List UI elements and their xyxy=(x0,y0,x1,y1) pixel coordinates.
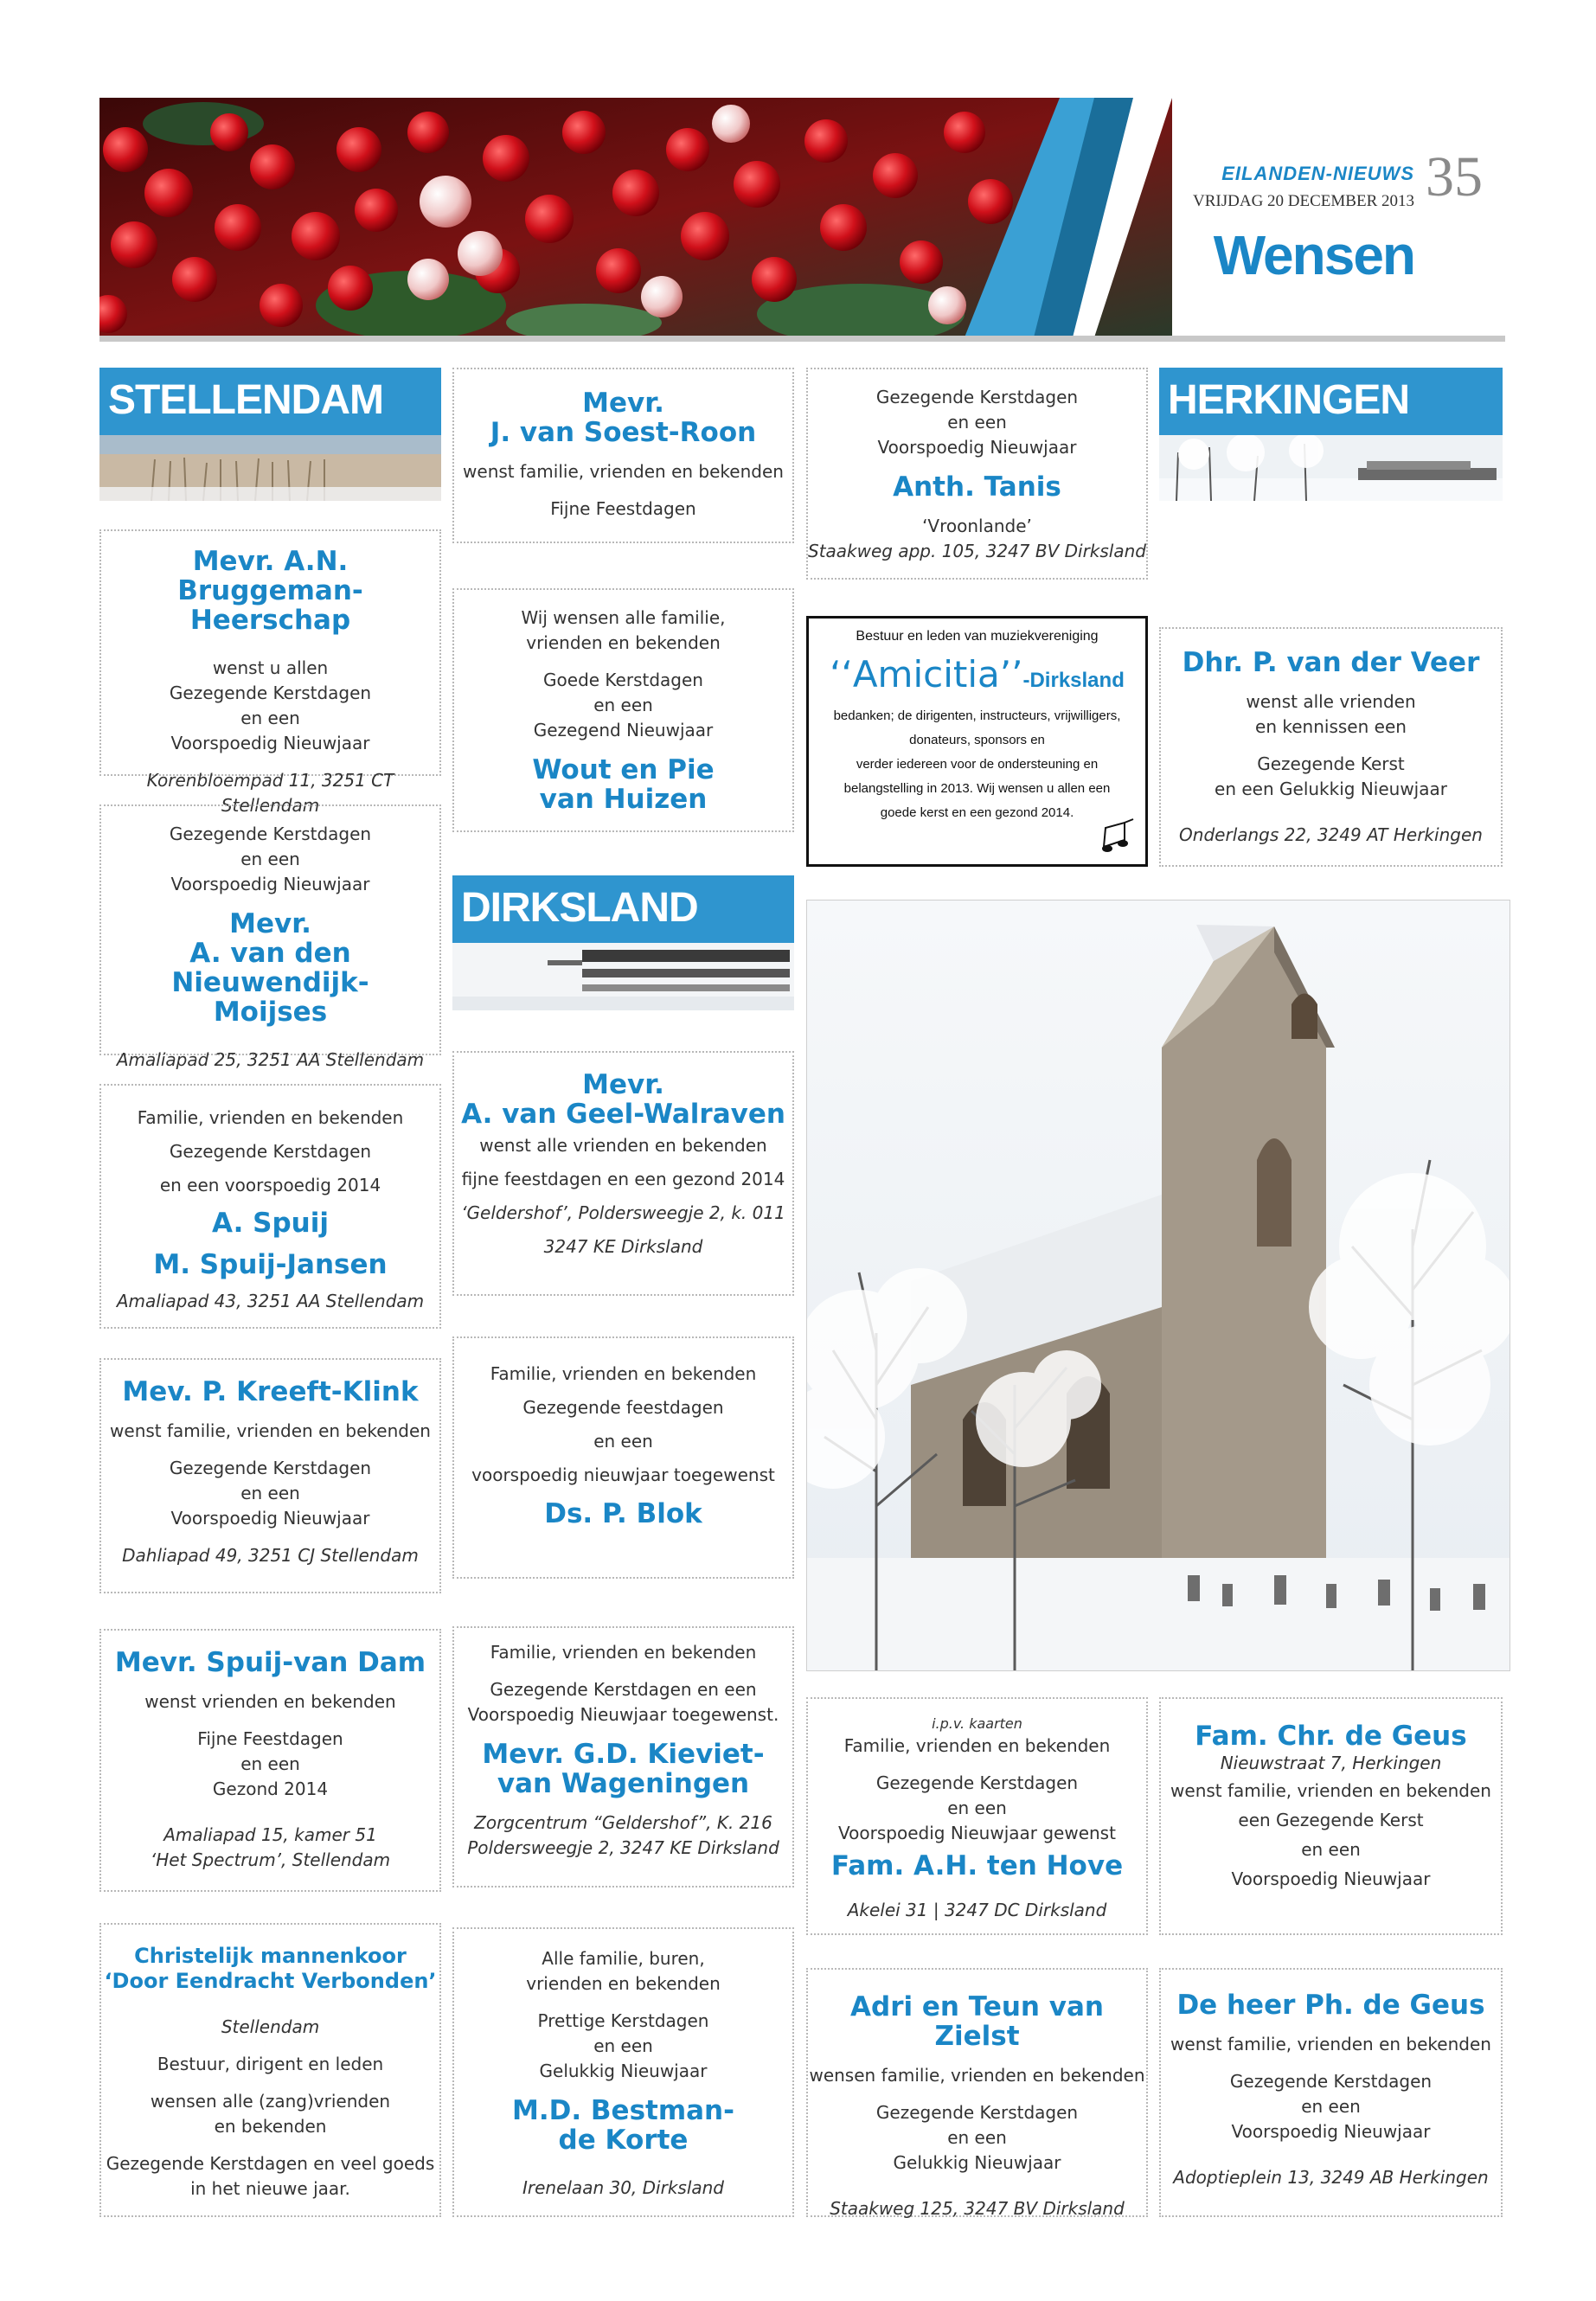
ad-note: i.p.v. kaarten xyxy=(932,1715,1022,1732)
ad-line: Alle familie, buren, xyxy=(542,1948,705,1969)
ad-name: Fam. Chr. de Geus xyxy=(1195,1721,1467,1752)
ad-line: en een voorspoedig 2014 xyxy=(159,1175,381,1195)
ad-line: Voorspoedig Nieuwjaar toegewenst. xyxy=(467,1704,779,1725)
herkingen-photo xyxy=(1159,435,1503,501)
ad-line: Fijne Feestdagen xyxy=(550,498,696,519)
ad-line: Stellendam xyxy=(221,2016,320,2037)
ad-line: Gezegend Nieuwjaar xyxy=(533,720,714,740)
ad-van-der-veer xyxy=(1159,627,1503,867)
ad-line: en een xyxy=(593,695,653,715)
ad-van-zielst xyxy=(806,1968,1148,2217)
berries-photo xyxy=(99,98,1172,337)
ad-name: Mevr. xyxy=(229,908,311,939)
ad-line: Gezegende Kerstdagen xyxy=(875,2102,1079,2123)
ad-line: een Gezegende Kerst xyxy=(1238,1810,1424,1830)
church-photo xyxy=(806,900,1510,1671)
ad-name: Adri en Teun van Zielst xyxy=(850,1991,1104,2052)
ad-line: Gezegende Kerstdagen xyxy=(1229,2071,1433,2092)
ad-name: Mev. P. Kreeft-Klink xyxy=(122,1376,419,1407)
ad-line: donateurs, sponsors en xyxy=(909,733,1045,747)
ad-line: Familie, vrienden en bekenden xyxy=(137,1107,404,1128)
ad-van-huizen xyxy=(452,588,794,832)
ad-blok xyxy=(452,1336,794,1579)
ad-line: Familie, vrienden en bekenden xyxy=(843,1735,1111,1756)
ad-address: Dahliapad 49, 3251 CJ Stellendam xyxy=(122,1545,419,1566)
ad-line: en bekenden xyxy=(214,2116,327,2137)
ad-line: fijne feestdagen en een gezond 2014 xyxy=(461,1169,785,1189)
ad-line: Gezegende feestdagen xyxy=(522,1397,724,1418)
ad-line: Gezond 2014 xyxy=(212,1779,329,1799)
ad-line: Voorspoedig Nieuwjaar xyxy=(1231,2121,1431,2142)
ad-line: wenst familie, vrienden en bekenden xyxy=(463,461,784,482)
ad-line: wenst u allen xyxy=(212,657,329,678)
ad-line: Gezegende Kerstdagen xyxy=(169,1141,372,1162)
ad-address: Amaliapad 15, kamer 51 xyxy=(163,1824,377,1845)
ad-line: belangstelling in 2013. Wij wensen u allen een xyxy=(843,781,1111,796)
ad-line: wensen familie, vrienden en bekenden xyxy=(809,2065,1145,2086)
ad-line: vrienden en bekenden xyxy=(526,1973,721,1994)
ad-soest xyxy=(452,368,794,543)
ad-line: Gezegende Kerstdagen xyxy=(169,1458,372,1478)
ad-line: Wij wensen alle familie, xyxy=(521,607,726,628)
ad-line: en een xyxy=(947,2127,1007,2148)
ad-line: Gezegende Kerstdagen xyxy=(875,387,1079,407)
ad-address: Zorgcentrum “Geldershof”, K. 216 xyxy=(474,1812,772,1833)
ad-name: van Huizen xyxy=(539,784,708,815)
ad-line: bedanken; de dirigenten, instructeurs, vrijwilligers, xyxy=(833,708,1121,723)
ad-address: Amaliapad 43, 3251 AA Stellendam xyxy=(116,1291,425,1311)
ad-line: en een xyxy=(593,2035,653,2056)
ad-ten-hove xyxy=(806,1697,1148,1935)
section-header-dirksland: DIRKSLAND xyxy=(452,875,794,943)
ad-name: Fam. A.H. ten Hove xyxy=(830,1850,1124,1881)
ad-line: en een xyxy=(240,708,300,728)
ad-line: en een xyxy=(593,1431,653,1452)
ad-mannenkoor xyxy=(99,1923,441,2217)
ad-address: Onderlangs 22, 3249 AT Herkingen xyxy=(1179,824,1483,845)
dirksland-photo xyxy=(452,943,794,1010)
ad-line: Gezegende Kerstdagen xyxy=(875,1772,1079,1793)
ad-line: Bestuur en leden van muziekvereniging xyxy=(856,629,1099,644)
ad-line: wenst alle vrienden xyxy=(1246,691,1416,712)
ad-name: Mevr. G.D. Kieviet- xyxy=(482,1739,765,1770)
ad-line: wenst familie, vrienden en bekenden xyxy=(1170,2034,1491,2054)
ad-place: -Dirksland xyxy=(1022,669,1125,692)
ad-bruggeman xyxy=(99,529,441,816)
section-title: Wensen xyxy=(1213,224,1414,286)
ad-name: J. van Soest-Roon xyxy=(490,417,757,448)
ad-line: Bestuur, dirigent en leden xyxy=(157,2054,384,2074)
ad-address: Irenelaan 30, Dirksland xyxy=(522,2177,725,2198)
ad-line: en een xyxy=(1301,1839,1361,1860)
ad-line: Gelukkig Nieuwjaar xyxy=(539,2061,708,2081)
ad-name: A. van den Nieuwendijk- xyxy=(171,938,369,998)
ad-line: en een xyxy=(240,1483,300,1503)
ad-line: en een Gelukkig Nieuwjaar xyxy=(1215,779,1447,799)
ad-address: Korenbloempad 11, 3251 CT Stellendam xyxy=(146,770,394,816)
ad-name: Ds. P. Blok xyxy=(544,1498,702,1529)
ad-bestman xyxy=(452,1927,794,2217)
masthead-date: VRIJDAG 20 DECEMBER 2013 xyxy=(1193,192,1414,210)
music-note-icon xyxy=(1099,816,1137,859)
ad-line: voorspoedig nieuwjaar toegewenst xyxy=(471,1465,775,1485)
ad-name: ‘Door Eendracht Verbonden’ xyxy=(104,1969,437,1993)
ad-address: 3247 KE Dirksland xyxy=(543,1236,703,1257)
ad-name: Anth. Tanis xyxy=(893,471,1061,503)
ad-name: De heer Ph. de Geus xyxy=(1176,1990,1485,2021)
header-rule xyxy=(99,336,1505,342)
ad-name: Bruggeman-Heerschap xyxy=(177,575,363,636)
ad-kreeft xyxy=(99,1358,441,1593)
ad-line: Prettige Kerstdagen xyxy=(537,2010,709,2031)
ad-line: Fijne Feestdagen xyxy=(197,1728,343,1749)
ad-name: Christelijk mannenkoor xyxy=(134,1944,407,1968)
ad-name: de Korte xyxy=(558,2125,689,2156)
ad-line: wenst familie, vrienden en bekenden xyxy=(110,1420,431,1441)
ad-address: Staakweg 125, 3247 BV Dirksland xyxy=(830,2198,1125,2219)
ad-address: Poldersweegje 2, 3247 KE Dirksland xyxy=(467,1837,779,1858)
ad-line: Voorspoedig Nieuwjaar xyxy=(877,437,1077,458)
ad-address: Adoptieplein 13, 3249 AB Herkingen xyxy=(1173,2167,1489,2188)
ad-line: en een xyxy=(1301,2096,1361,2117)
section-header-herkingen: HERKINGEN xyxy=(1159,368,1503,435)
stellendam-photo xyxy=(99,435,441,501)
ad-line: Gezegende Kerstdagen xyxy=(169,824,372,844)
ad-line: Voorspoedig Nieuwjaar xyxy=(170,1508,370,1529)
ad-line: wenst vrienden en bekenden xyxy=(144,1691,396,1712)
ad-tanis xyxy=(806,368,1148,580)
ad-name: Mevr. Spuij-van Dam xyxy=(114,1647,426,1678)
ad-line: en een xyxy=(947,1798,1007,1818)
ad-line: wenst alle vrienden en bekenden xyxy=(479,1135,767,1156)
ad-line: en kennissen een xyxy=(1255,716,1407,737)
ad-spuij-van-dam xyxy=(99,1629,441,1892)
ad-name: van Wageningen xyxy=(497,1768,750,1799)
ad-line: Goede Kerstdagen xyxy=(543,670,703,690)
ad-name: Mevr. A.N. xyxy=(192,546,349,577)
ad-address: Akelei 31 | 3247 DC Dirksland xyxy=(847,1900,1107,1920)
ad-line: Familie, vrienden en bekenden xyxy=(490,1363,757,1384)
ad-address: Staakweg app. 105, 3247 BV Dirksland xyxy=(808,541,1146,561)
header-banner xyxy=(99,98,1172,337)
ad-van-geel xyxy=(452,1051,794,1296)
ad-line: goede kerst en een gezond 2014. xyxy=(880,805,1074,820)
ad-line: vrienden en bekenden xyxy=(526,632,721,653)
masthead-logo: EILANDEN-NIEUWS xyxy=(1221,163,1414,184)
ad-line: Gezegende Kerst xyxy=(1257,753,1405,774)
ad-de-geus-fam xyxy=(1159,1697,1503,1935)
section-header-stellendam: STELLENDAM xyxy=(99,368,441,435)
ad-name: A. van Geel-Walraven xyxy=(461,1099,785,1130)
ad-de-geus-ph xyxy=(1159,1968,1503,2217)
ad-line: en een xyxy=(947,412,1007,433)
ad-name: Mevr. xyxy=(582,388,664,419)
ad-line: Voorspoedig Nieuwjaar xyxy=(170,733,370,753)
ad-line: en een xyxy=(240,849,300,869)
ad-line: Gezegende Kerstdagen en veel goeds xyxy=(106,2153,435,2174)
ad-name: Dhr. P. van der Veer xyxy=(1182,647,1480,678)
ad-line: Gezegende Kerstdagen xyxy=(169,683,372,703)
ad-address: Amaliapad 25, 3251 AA Stellendam xyxy=(116,1049,425,1070)
page-number: 35 xyxy=(1426,145,1483,208)
ad-address: ‘Het Spectrum’, Stellendam xyxy=(150,1849,391,1870)
ad-line: wenst familie, vrienden en bekenden xyxy=(1170,1780,1491,1801)
ad-line: Voorspoedig Nieuwjaar xyxy=(1231,1868,1431,1889)
ad-line: en een xyxy=(240,1753,300,1774)
ad-line: wensen alle (zang)vrienden xyxy=(150,2091,391,2112)
ad-kieviet xyxy=(452,1626,794,1888)
ad-line: Voorspoedig Nieuwjaar gewenst xyxy=(838,1823,1116,1843)
ad-line: Familie, vrienden en bekenden xyxy=(490,1642,757,1663)
ad-line: ‘Vroonlande’ xyxy=(922,516,1032,536)
ad-amicitia xyxy=(806,616,1148,867)
ad-line: verder iedereen voor de ondersteuning en xyxy=(856,757,1099,772)
ad-nieuwendijk xyxy=(99,804,441,1070)
ad-name: M. Spuij-Jansen xyxy=(153,1249,388,1280)
ad-line: Voorspoedig Nieuwjaar xyxy=(170,874,370,894)
ad-line: in het nieuwe jaar. xyxy=(190,2178,350,2199)
ad-name: Moijses xyxy=(213,997,328,1028)
ad-name: Wout en Pie xyxy=(532,754,715,785)
ad-spuij xyxy=(99,1084,441,1329)
ad-line: Gelukkig Nieuwjaar xyxy=(893,2152,1061,2173)
ad-name: A. Spuij xyxy=(212,1208,329,1239)
ad-name: ‘‘Amicitia’’ xyxy=(830,653,1023,695)
ad-name: Mevr. xyxy=(582,1069,664,1100)
ad-name: M.D. Bestman- xyxy=(511,2095,734,2126)
ad-line: Gezegende Kerstdagen en een xyxy=(490,1679,757,1700)
ad-address: Nieuwstraat 7, Herkingen xyxy=(1220,1753,1442,1773)
ad-address: ‘Geldershof’, Poldersweegje 2, k. 011 xyxy=(461,1202,785,1223)
